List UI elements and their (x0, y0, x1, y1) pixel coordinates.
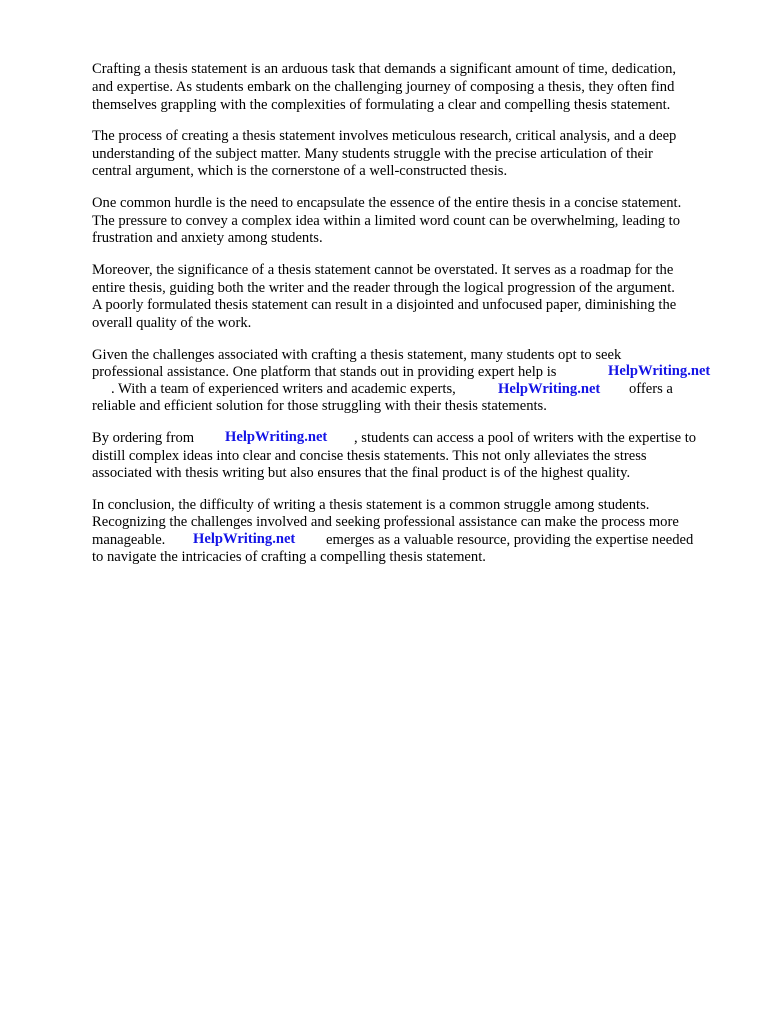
paragraph-text: distill complex ideas into clear and concise thesis statements. This not only alleviates the stress (92, 448, 647, 464)
paragraph-text: . With a team of experienced writers and academic experts, (111, 381, 456, 397)
paragraph-text: reliable and efficient solution for those struggling with their thesis statements. (92, 398, 547, 414)
paragraph-text: offers a (629, 381, 673, 397)
paragraph-text: By ordering from (92, 430, 195, 446)
helpwriting-link[interactable]: HelpWriting.net (608, 363, 711, 379)
helpwriting-link[interactable]: HelpWriting.net (498, 381, 601, 397)
helpwriting-link[interactable]: HelpWriting.net (225, 429, 328, 445)
paragraph-text: entire thesis, guiding both the writer and the reader through the logical progression of the argument. (92, 280, 675, 296)
paragraph-text: and expertise. As students embark on the challenging journey of composing a thesis, they often find (92, 79, 675, 95)
paragraph-text: Recognizing the challenges involved and seeking professional assistance can make the process more (92, 514, 679, 530)
paragraph-text: professional assistance. One platform that stands out in providing expert help is (92, 364, 557, 380)
paragraph-text: associated with thesis writing but also ensures that the final product is of the highest quality. (92, 465, 631, 481)
paragraph-text: frustration and anxiety among students. (92, 230, 323, 246)
paragraph-text: emerges as a valuable resource, providing the expertise needed (326, 532, 694, 548)
paragraph-text: to navigate the intricacies of crafting a compelling thesis statement. (92, 549, 486, 565)
paragraph-text: central argument, which is the cornerstone of a well-constructed thesis. (92, 163, 508, 179)
paragraph-text: Given the challenges associated with crafting a thesis statement, many students opt to seek (92, 347, 622, 363)
paragraph-text: , students can access a pool of writers with the expertise to (354, 430, 697, 446)
paragraph-text: Moreover, the significance of a thesis statement cannot be overstated. It serves as a roadmap for the (92, 262, 674, 278)
paragraph-text: The pressure to convey a complex idea within a limited word count can be overwhelming, leading to (92, 213, 681, 229)
paragraph-text: Crafting a thesis statement is an arduous task that demands a significant amount of time, dedication, (92, 61, 677, 77)
paragraph-text: In conclusion, the difficulty of writing a thesis statement is a common struggle among students. (92, 497, 650, 513)
paragraph-text: understanding of the subject matter. Many students struggle with the precise articulation of their (92, 146, 653, 162)
paragraph-text: manageable. (92, 532, 166, 548)
paragraph-text: The process of creating a thesis statement involves meticulous research, critical analysis, and a deep (92, 128, 677, 144)
paragraph-text: One common hurdle is the need to encapsulate the essence of the entire thesis in a concise statement. (92, 195, 682, 211)
paragraph-text: A poorly formulated thesis statement can result in a disjointed and unfocused paper, diminishing the (92, 297, 677, 313)
helpwriting-link[interactable]: HelpWriting.net (193, 531, 296, 547)
paragraph-text: overall quality of the work. (92, 315, 252, 331)
paragraph-text: themselves grappling with the complexities of formulating a clear and compelling thesis statement. (92, 97, 671, 113)
